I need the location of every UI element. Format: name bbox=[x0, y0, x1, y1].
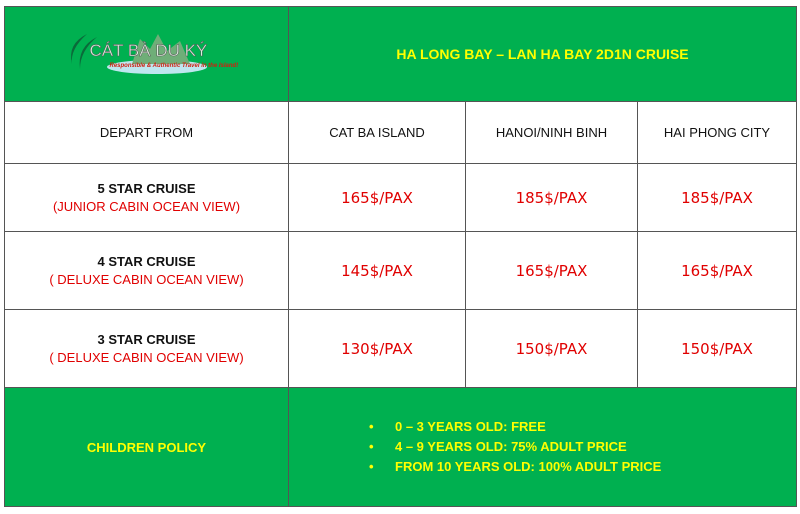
children-policy-label: CHILDREN POLICY bbox=[86, 439, 207, 455]
header-depart: DEPART FROM bbox=[4, 101, 289, 164]
policy-item: • 4 – 9 YEARS OLD: 75% ADULT PRICE bbox=[369, 437, 661, 457]
children-policy-cell bbox=[288, 387, 797, 507]
page-title: HA LONG BAY – LAN HA BAY 2D1N CRUISE bbox=[396, 46, 689, 62]
cabin-type: ( DELUXE CABIN OCEAN VIEW) bbox=[49, 350, 244, 365]
children-policy-list bbox=[369, 417, 661, 477]
price-cell: 165$/PAX bbox=[465, 231, 638, 310]
children-label-cell bbox=[4, 387, 289, 507]
cabin-type: ( DELUXE CABIN OCEAN VIEW) bbox=[49, 272, 244, 287]
logo-tagline: Responsible & Authentic Travel in the Island! bbox=[109, 63, 239, 69]
row-label bbox=[4, 309, 289, 388]
price-cell: 150$/PAX bbox=[637, 309, 797, 388]
logo-text: CÁT BÀ DU KÝ bbox=[89, 41, 208, 60]
policy-item: • 0 – 3 YEARS OLD: FREE bbox=[369, 417, 661, 437]
logo-cell bbox=[4, 6, 289, 102]
title-cell bbox=[288, 6, 797, 102]
price-cell: 130$/PAX bbox=[288, 309, 466, 388]
cruise-name: 4 STAR CRUISE bbox=[97, 254, 196, 269]
header-catba: CAT BA ISLAND bbox=[288, 101, 466, 164]
price-cell: 185$/PAX bbox=[637, 163, 797, 232]
policy-item: • FROM 10 YEARS OLD: 100% ADULT PRICE bbox=[369, 457, 661, 477]
header-haiphong: HAI PHONG CITY bbox=[637, 101, 797, 164]
price-cell: 145$/PAX bbox=[288, 231, 466, 310]
cabin-type: (JUNIOR CABIN OCEAN VIEW) bbox=[52, 199, 241, 214]
logo bbox=[62, 29, 239, 79]
price-cell: 150$/PAX bbox=[465, 309, 638, 388]
row-label bbox=[4, 163, 289, 232]
price-cell: 185$/PAX bbox=[465, 163, 638, 232]
cruise-name: 5 STAR CRUISE bbox=[97, 181, 196, 196]
price-cell: 165$/PAX bbox=[288, 163, 466, 232]
header-hanoi: HANOI/NINH BINH bbox=[465, 101, 638, 164]
price-cell: 165$/PAX bbox=[637, 231, 797, 310]
cruise-name: 3 STAR CRUISE bbox=[97, 332, 196, 347]
row-label bbox=[4, 231, 289, 310]
